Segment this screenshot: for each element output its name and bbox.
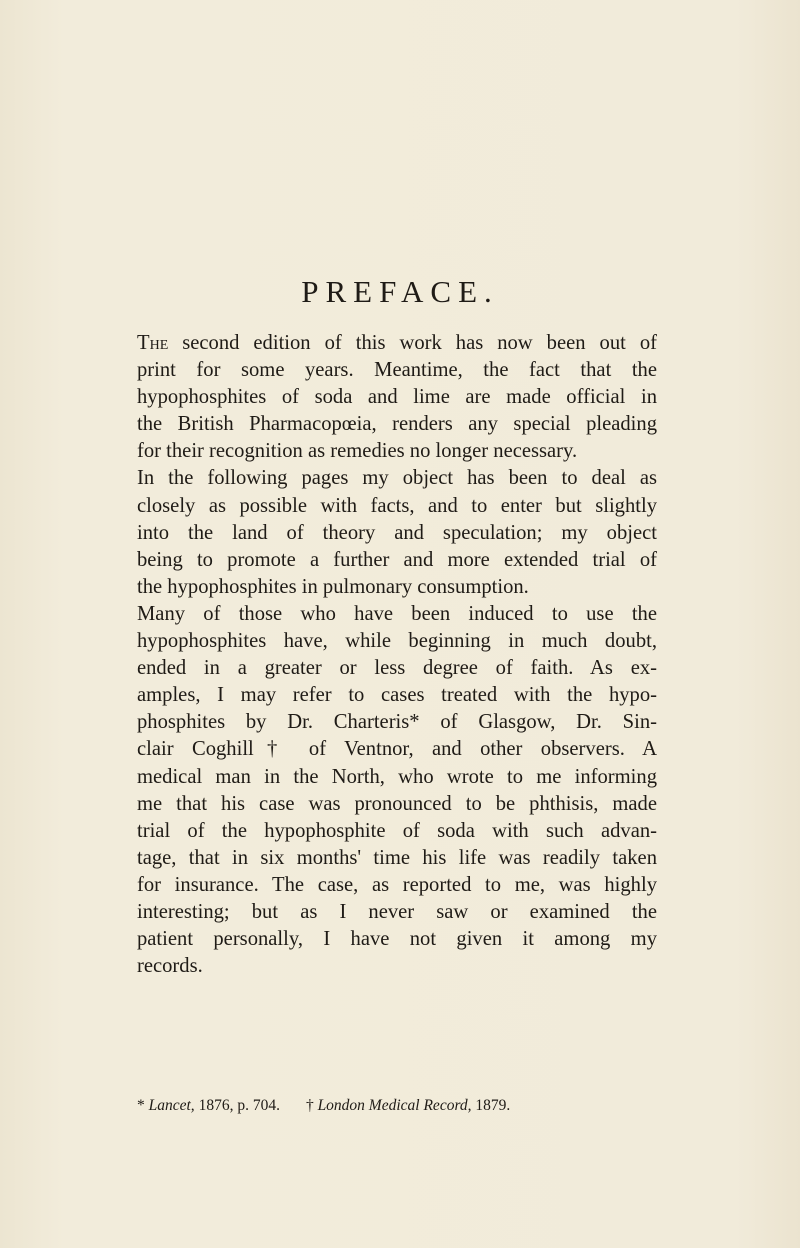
text-line: records. (137, 955, 203, 978)
footnote-mark: † (305, 1097, 314, 1114)
paragraph-2 (137, 465, 657, 600)
text-line: In the following pages my object has been to deal as (137, 467, 657, 490)
text-line: for their recognition as remedies no longer necessary. (137, 440, 578, 463)
drop-smallcaps-word: The (137, 332, 169, 354)
text-line: the hypophosphites in pulmonary consumption. (137, 575, 529, 598)
text-line: for insurance. The case, as reported to me, was highly (137, 873, 657, 896)
text-line: print for some years. Meantime, the fact that the (137, 359, 657, 382)
footnote-detail: 1879. (471, 1097, 511, 1114)
line-text: second edition of this work has now been out of (168, 332, 657, 354)
text-line: tage, that in six months' time his life was readily taken (137, 846, 657, 869)
text-line: being to promote a further and more extended trial of (137, 548, 657, 571)
text-line: hypophosphites have, while beginning in much doubt, (137, 630, 657, 653)
text-line: interesting; but as I never saw or examined the (137, 900, 657, 923)
text-line: medical man in the North, who wrote to me informing (137, 765, 657, 788)
text-line: trial of the hypophosphite of soda with such advan- (137, 819, 657, 842)
preface-body (137, 330, 657, 980)
text-line: Many of those who have been induced to use the (137, 602, 657, 625)
footnote-source: Lancet, (148, 1097, 195, 1114)
page-title: PREFACE. (301, 274, 499, 309)
text-line: hypophosphites of soda and lime are made official in (137, 386, 657, 409)
text-line: ended in a greater or less degree of faith. As ex- (137, 657, 657, 680)
footnote-mark: * (137, 1097, 145, 1114)
text-line: amples, I may refer to cases treated with the hypo- (137, 684, 657, 707)
footnote-1 (137, 1097, 280, 1115)
footnote-detail: 1876, p. 704. (194, 1097, 280, 1114)
text-line: the British Pharmacopœia, renders any special pleading (137, 413, 657, 436)
text-line: closely as possible with facts, and to enter but slightly (137, 494, 657, 517)
footnotes (137, 1097, 657, 1115)
text-line: me that his case was pronounced to be phthisis, made (137, 792, 657, 815)
footnote-2 (306, 1097, 510, 1115)
footnote-source: London Medical Record, (317, 1097, 472, 1114)
paragraph-1 (137, 330, 657, 465)
text-line: patient personally, I have not given it among my (137, 928, 657, 951)
text-line: phosphites by Dr. Charteris* of Glasgow, Dr. Sin- (137, 711, 657, 734)
text-line (137, 330, 657, 357)
text-line: into the land of theory and speculation; my object (137, 521, 657, 544)
text-line: clair Coghill† of Ventnor, and other observers. A (137, 738, 657, 761)
paragraph-3 (137, 601, 657, 980)
